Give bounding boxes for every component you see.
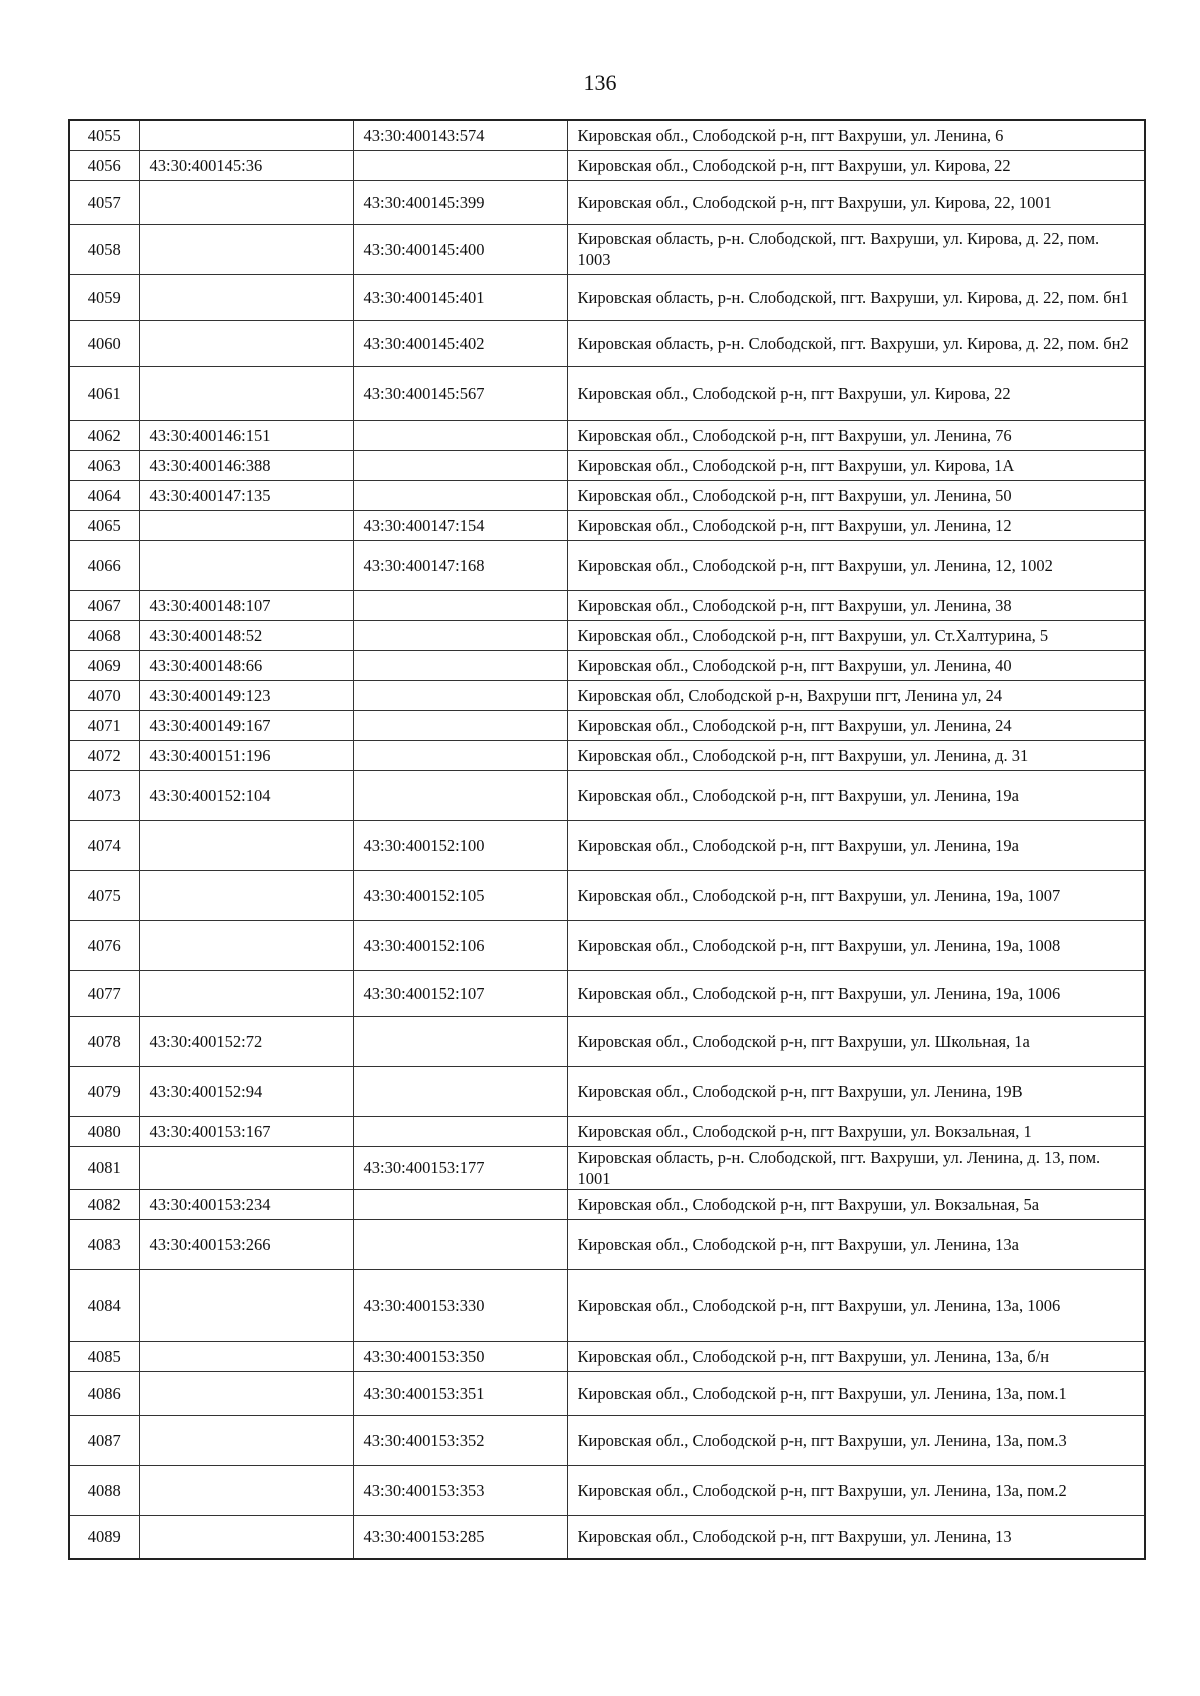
table-row: [69, 480, 1145, 510]
table-row: [69, 710, 1145, 740]
cell-land-cadastral-number: [139, 180, 353, 224]
cell-object-cadastral-number: 43:30:400145:401: [353, 274, 567, 320]
cell-object-cadastral-number: [353, 1016, 567, 1066]
table-row: [69, 680, 1145, 710]
cell-object-cadastral-number: 43:30:400153:330: [353, 1269, 567, 1341]
table-row: [69, 540, 1145, 590]
table-row: [69, 1189, 1145, 1219]
cell-row-number: 4072: [69, 740, 139, 770]
cell-land-cadastral-number: 43:30:400146:151: [139, 420, 353, 450]
cell-object-cadastral-number: [353, 150, 567, 180]
table-row: [69, 1371, 1145, 1415]
cell-object-cadastral-number: 43:30:400145:567: [353, 366, 567, 420]
cell-address: Кировская обл., Слободской р-н, пгт Вахруши, ул. Ленина, 19а, 1007: [567, 870, 1145, 920]
cell-address: Кировская обл., Слободской р-н, пгт Вахруши, ул. Ленина, 19а: [567, 770, 1145, 820]
cell-object-cadastral-number: 43:30:400145:402: [353, 320, 567, 366]
cell-object-cadastral-number: 43:30:400153:353: [353, 1465, 567, 1515]
cell-row-number: 4077: [69, 970, 139, 1016]
cell-address: Кировская обл., Слободской р-н, пгт Вахруши, ул. Школьная, 1а: [567, 1016, 1145, 1066]
cell-address: Кировская обл., Слободской р-н, пгт Вахруши, ул. Ленина, 13а, 1006: [567, 1269, 1145, 1341]
table-row: [69, 1465, 1145, 1515]
table-row: [69, 970, 1145, 1016]
cell-land-cadastral-number: 43:30:400149:167: [139, 710, 353, 740]
table-row: [69, 920, 1145, 970]
cell-land-cadastral-number: 43:30:400148:107: [139, 590, 353, 620]
cell-land-cadastral-number: [139, 1146, 353, 1189]
table-row: [69, 770, 1145, 820]
cell-object-cadastral-number: 43:30:400153:285: [353, 1515, 567, 1559]
cell-object-cadastral-number: 43:30:400153:352: [353, 1415, 567, 1465]
cell-object-cadastral-number: [353, 740, 567, 770]
cell-row-number: 4061: [69, 366, 139, 420]
cell-address: Кировская обл., Слободской р-н, пгт Вахруши, ул. Ленина, 76: [567, 420, 1145, 450]
table-row: [69, 1146, 1145, 1189]
cell-row-number: 4076: [69, 920, 139, 970]
cell-row-number: 4074: [69, 820, 139, 870]
table-row: [69, 274, 1145, 320]
cell-object-cadastral-number: 43:30:400152:105: [353, 870, 567, 920]
cell-address: Кировская обл., Слободской р-н, пгт Вахруши, ул. Кирова, 22: [567, 366, 1145, 420]
cell-land-cadastral-number: 43:30:400148:66: [139, 650, 353, 680]
table-row: [69, 820, 1145, 870]
table-row: [69, 1269, 1145, 1341]
table-row: [69, 1016, 1145, 1066]
page-number: 136: [583, 70, 617, 95]
cell-address: Кировская обл., Слободской р-н, пгт Вахруши, ул. Ленина, 13а, б/н: [567, 1341, 1145, 1371]
cell-address: Кировская область, р-н. Слободской, пгт. Вахруши, ул. Кирова, д. 22, пом. бн1: [567, 274, 1145, 320]
cell-land-cadastral-number: 43:30:400149:123: [139, 680, 353, 710]
cell-row-number: 4068: [69, 620, 139, 650]
cell-land-cadastral-number: [139, 1371, 353, 1415]
cell-row-number: 4057: [69, 180, 139, 224]
table-row: [69, 320, 1145, 366]
cell-address: Кировская обл., Слободской р-н, пгт Вахруши, ул. Ленина, 19а, 1008: [567, 920, 1145, 970]
cell-address: Кировская обл., Слободской р-н, пгт Вахруши, ул. Ленина, 38: [567, 590, 1145, 620]
cell-land-cadastral-number: [139, 120, 353, 150]
cell-land-cadastral-number: 43:30:400152:104: [139, 770, 353, 820]
cell-row-number: 4062: [69, 420, 139, 450]
cell-row-number: 4067: [69, 590, 139, 620]
cell-land-cadastral-number: 43:30:400146:388: [139, 450, 353, 480]
cell-address: Кировская обл., Слободской р-н, пгт Вахруши, ул. Вокзальная, 5а: [567, 1189, 1145, 1219]
table-row: [69, 450, 1145, 480]
cell-object-cadastral-number: [353, 480, 567, 510]
cell-land-cadastral-number: [139, 1515, 353, 1559]
cell-row-number: 4064: [69, 480, 139, 510]
cell-object-cadastral-number: [353, 1219, 567, 1269]
cell-address: Кировская область, р-н. Слободской, пгт. Вахруши, ул. Кирова, д. 22, пом. 1003: [567, 224, 1145, 274]
cell-land-cadastral-number: [139, 510, 353, 540]
cell-row-number: 4063: [69, 450, 139, 480]
cell-address: Кировская обл., Слободской р-н, пгт Вахруши, ул. Ленина, 13а, пом.3: [567, 1415, 1145, 1465]
cell-row-number: 4066: [69, 540, 139, 590]
table-row: [69, 590, 1145, 620]
cell-object-cadastral-number: [353, 770, 567, 820]
cell-address: Кировская обл., Слободской р-н, пгт Вахруши, ул. Ленина, 13: [567, 1515, 1145, 1559]
cell-row-number: 4058: [69, 224, 139, 274]
cell-address: Кировская обл., Слободской р-н, пгт Вахруши, ул. Ленина, 6: [567, 120, 1145, 150]
cell-object-cadastral-number: 43:30:400152:107: [353, 970, 567, 1016]
cell-land-cadastral-number: [139, 224, 353, 274]
cell-row-number: 4079: [69, 1066, 139, 1116]
cell-row-number: 4081: [69, 1146, 139, 1189]
table-row: [69, 1515, 1145, 1559]
table-row: [69, 620, 1145, 650]
cell-address: Кировская обл., Слободской р-н, пгт Вахруши, ул. Вокзальная, 1: [567, 1116, 1145, 1146]
table-row: [69, 510, 1145, 540]
registry-table-body: [69, 120, 1145, 1559]
cell-address: Кировская обл., Слободской р-н, пгт Вахруши, ул. Ленина, 13а, пом.2: [567, 1465, 1145, 1515]
cell-object-cadastral-number: 43:30:400152:100: [353, 820, 567, 870]
cell-land-cadastral-number: 43:30:400152:94: [139, 1066, 353, 1116]
cell-address: Кировская обл., Слободской р-н, пгт Вахруши, ул. Ленина, 19В: [567, 1066, 1145, 1116]
cell-row-number: 4084: [69, 1269, 139, 1341]
cell-row-number: 4085: [69, 1341, 139, 1371]
registry-table: [68, 119, 1146, 1560]
cell-land-cadastral-number: [139, 920, 353, 970]
cell-row-number: 4087: [69, 1415, 139, 1465]
cell-land-cadastral-number: 43:30:400153:167: [139, 1116, 353, 1146]
cell-object-cadastral-number: 43:30:400147:168: [353, 540, 567, 590]
cell-object-cadastral-number: [353, 620, 567, 650]
cell-object-cadastral-number: [353, 1189, 567, 1219]
cell-address: Кировская обл, Слободской р-н, Вахруши пгт, Ленина ул, 24: [567, 680, 1145, 710]
cell-row-number: 4089: [69, 1515, 139, 1559]
cell-address: Кировская обл., Слободской р-н, пгт Вахруши, ул. Ленина, 19а: [567, 820, 1145, 870]
cell-row-number: 4088: [69, 1465, 139, 1515]
cell-land-cadastral-number: 43:30:400153:266: [139, 1219, 353, 1269]
table-row: [69, 870, 1145, 920]
table-row: [69, 366, 1145, 420]
cell-row-number: 4082: [69, 1189, 139, 1219]
cell-row-number: 4056: [69, 150, 139, 180]
cell-land-cadastral-number: 43:30:400145:36: [139, 150, 353, 180]
table-row: [69, 150, 1145, 180]
cell-land-cadastral-number: [139, 366, 353, 420]
cell-row-number: 4086: [69, 1371, 139, 1415]
cell-land-cadastral-number: 43:30:400148:52: [139, 620, 353, 650]
cell-object-cadastral-number: 43:30:400153:177: [353, 1146, 567, 1189]
cell-row-number: 4071: [69, 710, 139, 740]
cell-object-cadastral-number: [353, 680, 567, 710]
cell-row-number: 4073: [69, 770, 139, 820]
cell-object-cadastral-number: 43:30:400145:399: [353, 180, 567, 224]
cell-address: Кировская обл., Слободской р-н, пгт Вахруши, ул. Ленина, 19а, 1006: [567, 970, 1145, 1016]
cell-land-cadastral-number: 43:30:400152:72: [139, 1016, 353, 1066]
cell-land-cadastral-number: [139, 540, 353, 590]
table-row: [69, 120, 1145, 150]
cell-row-number: 4055: [69, 120, 139, 150]
cell-row-number: 4070: [69, 680, 139, 710]
cell-row-number: 4078: [69, 1016, 139, 1066]
cell-object-cadastral-number: 43:30:400147:154: [353, 510, 567, 540]
cell-object-cadastral-number: [353, 650, 567, 680]
cell-address: Кировская обл., Слободской р-н, пгт Вахруши, ул. Ленина, 50: [567, 480, 1145, 510]
cell-object-cadastral-number: [353, 590, 567, 620]
cell-land-cadastral-number: [139, 274, 353, 320]
cell-address: Кировская обл., Слободской р-н, пгт Вахруши, ул. Ленина, 12, 1002: [567, 540, 1145, 590]
cell-row-number: 4080: [69, 1116, 139, 1146]
cell-row-number: 4065: [69, 510, 139, 540]
cell-land-cadastral-number: [139, 320, 353, 366]
cell-land-cadastral-number: [139, 820, 353, 870]
cell-object-cadastral-number: 43:30:400152:106: [353, 920, 567, 970]
table-row: [69, 420, 1145, 450]
cell-row-number: 4075: [69, 870, 139, 920]
cell-land-cadastral-number: [139, 1465, 353, 1515]
cell-object-cadastral-number: 43:30:400143:574: [353, 120, 567, 150]
cell-object-cadastral-number: 43:30:400153:351: [353, 1371, 567, 1415]
table-row: [69, 650, 1145, 680]
cell-object-cadastral-number: [353, 420, 567, 450]
cell-address: Кировская обл., Слободской р-н, пгт Вахруши, ул. Ленина, 13а: [567, 1219, 1145, 1269]
cell-address: Кировская обл., Слободской р-н, пгт Вахруши, ул. Ленина, 13а, пом.1: [567, 1371, 1145, 1415]
cell-address: Кировская обл., Слободской р-н, пгт Вахруши, ул. Ленина, 12: [567, 510, 1145, 540]
table-row: [69, 1219, 1145, 1269]
cell-land-cadastral-number: [139, 1269, 353, 1341]
table-row: [69, 180, 1145, 224]
cell-object-cadastral-number: 43:30:400153:350: [353, 1341, 567, 1371]
cell-address: Кировская обл., Слободской р-н, пгт Вахруши, ул. Ленина, 24: [567, 710, 1145, 740]
cell-object-cadastral-number: [353, 450, 567, 480]
cell-address: Кировская обл., Слободской р-н, пгт Вахруши, ул. Кирова, 1А: [567, 450, 1145, 480]
table-row: [69, 224, 1145, 274]
cell-row-number: 4083: [69, 1219, 139, 1269]
cell-object-cadastral-number: 43:30:400145:400: [353, 224, 567, 274]
cell-row-number: 4060: [69, 320, 139, 366]
cell-address: Кировская обл., Слободской р-н, пгт Вахруши, ул. Кирова, 22: [567, 150, 1145, 180]
cell-address: Кировская обл., Слободской р-н, пгт Вахруши, ул. Ленина, 40: [567, 650, 1145, 680]
table-row: [69, 1066, 1145, 1116]
cell-object-cadastral-number: [353, 1066, 567, 1116]
cell-land-cadastral-number: [139, 870, 353, 920]
cell-address: Кировская область, р-н. Слободской, пгт. Вахруши, ул. Кирова, д. 22, пом. бн2: [567, 320, 1145, 366]
cell-land-cadastral-number: 43:30:400151:196: [139, 740, 353, 770]
cell-row-number: 4059: [69, 274, 139, 320]
cell-land-cadastral-number: 43:30:400153:234: [139, 1189, 353, 1219]
cell-address: Кировская обл., Слободской р-н, пгт Вахруши, ул. Ст.Халтурина, 5: [567, 620, 1145, 650]
table-row: [69, 1415, 1145, 1465]
table-row: [69, 1341, 1145, 1371]
cell-land-cadastral-number: [139, 1415, 353, 1465]
cell-row-number: 4069: [69, 650, 139, 680]
cell-object-cadastral-number: [353, 710, 567, 740]
cell-land-cadastral-number: [139, 970, 353, 1016]
cell-object-cadastral-number: [353, 1116, 567, 1146]
cell-address: Кировская обл., Слободской р-н, пгт Вахруши, ул. Кирова, 22, 1001: [567, 180, 1145, 224]
cell-address: Кировская обл., Слободской р-н, пгт Вахруши, ул. Ленина, д. 31: [567, 740, 1145, 770]
cell-land-cadastral-number: 43:30:400147:135: [139, 480, 353, 510]
table-row: [69, 740, 1145, 770]
table-row: [69, 1116, 1145, 1146]
cell-land-cadastral-number: [139, 1341, 353, 1371]
cell-address: Кировская область, р-н. Слободской, пгт. Вахруши, ул. Ленина, д. 13, пом. 1001: [567, 1146, 1145, 1189]
